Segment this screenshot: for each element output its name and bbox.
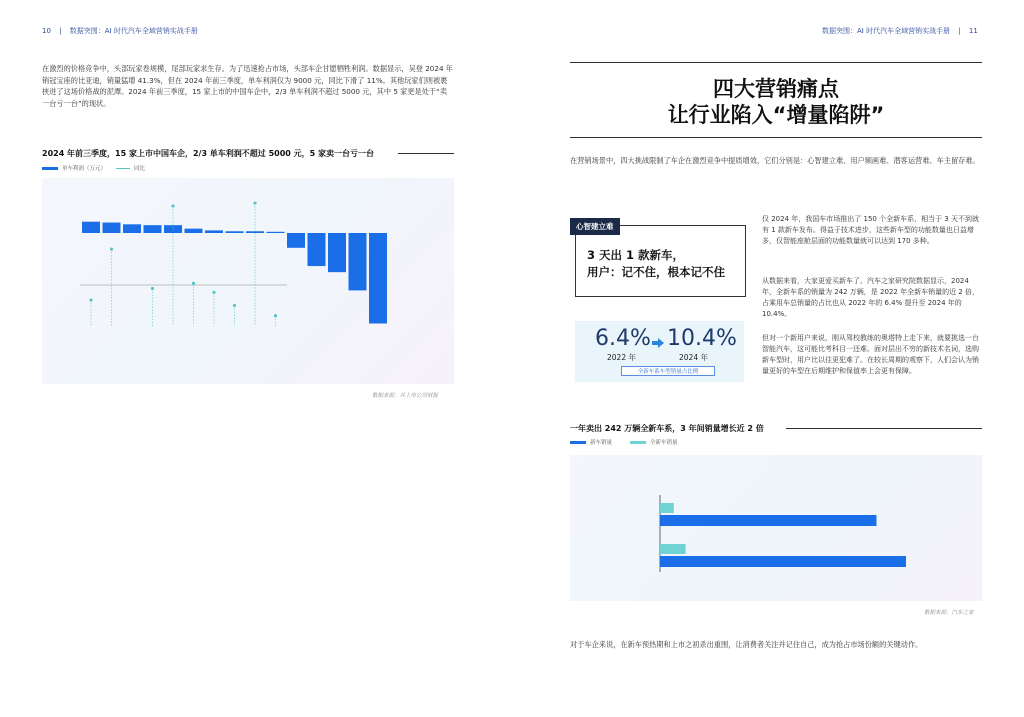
left-page-number: 10 <box>42 27 51 35</box>
left-intro-paragraph: 在激烈的价格竞争中，头部玩家卷规模，尾部玩家求生存。为了迅速抢占市场，头部车企甘愿牺牲利润。数据显示，吴登 2024 年销冠宝座的比亚迪，销量猛增 41.3%，但在 2024 年前三季度，单车利润仅为 9000 元，同比下滑了 11%。其他玩家们则被裹挟进了这场价格战的泥潭。2024 年前三季度，15 家上市的中国车企中，2/3 单车利润不超过 5000 元，其中 5 家更是处于“卖一台亏一台”的现状。 <box>42 64 453 108</box>
legend-line-label: 同比 <box>134 166 146 172</box>
profit-bar <box>103 223 121 233</box>
profit-bar <box>349 233 367 290</box>
legend-bar-label: 单车利润（万元） <box>62 166 107 172</box>
pain-line-1: 3 天出 1 款新车， <box>587 248 685 262</box>
right-body-1: 仅 2024 年，我国车市场推出了 150 个全新车系，相当于 3 天不到就有 1 款新车发布。得益于技术进步，这些新车型的功能数量也日益增多，仅智能座舱层面的功能数量就可以达到 170 多种。 <box>762 215 979 245</box>
right-header-title: 数据突围：AI 时代汽车全域营销实战手册 <box>822 27 951 35</box>
right-page-number: 11 <box>968 27 978 35</box>
profit-bar <box>185 229 203 233</box>
yoy-point <box>110 248 113 251</box>
right-footer: 对于车企来说，在新车预热期和上市之初杀出重围，让消费者关注并记住自己，成为抢占市场份额的关键动作。 <box>570 640 923 649</box>
yoy-point <box>171 204 174 207</box>
profit-bar <box>226 231 244 233</box>
left-chart-legend <box>42 164 145 172</box>
legend-brandnew-swatch <box>630 441 646 444</box>
title-line-1: 四大营销痛点 <box>713 77 839 101</box>
brandnew-sales-bar <box>660 544 686 554</box>
yoy-point <box>151 287 154 290</box>
legend-new-label: 新车销量 <box>590 440 613 446</box>
yoy-point <box>212 291 215 294</box>
brandnew-sales-bar <box>660 503 674 513</box>
new-car-chart <box>570 455 982 601</box>
legend-bar-swatch <box>42 167 58 170</box>
right-chart-title: 一年卖出 242 万辆全新车系，3 年间销量增长近 2 倍 <box>570 424 764 433</box>
right-title-rule <box>570 137 982 138</box>
pain-line-2: 用户：记不住，根本记不住 <box>587 265 725 279</box>
stat-card <box>575 321 744 382</box>
profit-chart <box>42 178 454 384</box>
profit-bar <box>287 233 305 248</box>
stat-from: 6.4% <box>595 326 651 351</box>
right-chart-panel <box>570 455 982 601</box>
profit-bar <box>144 225 162 233</box>
right-page-header: 数据突围：AI 时代汽车全域营销实战手册 | 11 <box>822 27 978 35</box>
right-main-title <box>570 76 982 128</box>
left-chart-panel <box>42 178 454 384</box>
right-intro: 在营销场景中，四大挑战限制了车企在激烈竞争中提质增效，它们分别是：心智建立难、用户频画难、潜客运营难、车主留存难。 <box>570 156 980 165</box>
arrow-right-icon <box>652 333 662 341</box>
right-chart-legend <box>570 438 678 446</box>
left-page-header: 10 | 数据突围：AI 时代汽车全域营销实战手册 <box>42 27 198 35</box>
new-sales-bar <box>660 515 876 526</box>
legend-brandnew-label: 全新车销量 <box>650 440 678 446</box>
left-chart-title: 2024 年前三季度，15 家上市中国车企，2/3 单车利润不超过 5000 元，5 家卖一台亏一台 <box>42 149 374 158</box>
right-chart-rule <box>786 428 982 429</box>
yoy-point <box>192 282 195 285</box>
right-body-2: 从数据来看，大家更爱买新车了。汽车之家研究院数据显示，2024 年，全新车系的销量为 242 万辆，是 2022 年全新车销量的近 2 倍，占乘用车总销量的占比也从 2022 年的 6.4% 提升至 2024 年的 10.4%。 <box>762 277 979 318</box>
stat-year-from: 2022 年 <box>607 353 636 362</box>
stat-year-to: 2024 年 <box>679 353 708 362</box>
yoy-point <box>89 298 92 301</box>
profit-bar <box>123 224 141 233</box>
left-source: 数据来源：共上市公司财报 <box>372 393 439 399</box>
title-line-2: 让行业陷入“增量陷阱” <box>667 103 885 127</box>
legend-line-swatch <box>116 168 130 169</box>
profit-bar <box>308 233 326 266</box>
legend-new-swatch <box>570 441 586 444</box>
profit-bar <box>328 233 346 272</box>
stat-label: 全新车系车型销量占比例 <box>621 366 715 376</box>
new-sales-bar <box>660 556 906 567</box>
pain-tag: 心智建立难 <box>570 218 620 235</box>
pain-headline <box>587 247 747 281</box>
right-body-3: 但对一个新用户来说，刚从驾校教练的奥塔特上走下来，就要挑选一台智能汽车，这可能比考科目一还难。面对层出不穷的新技术名词，选购新车型时，用户比以往更犯难了。在较长周期的观察下，人们会认为销量更好的车型在后期维护和保值率上会更有保障。 <box>762 334 979 375</box>
yoy-point <box>233 304 236 307</box>
yoy-point <box>253 201 256 204</box>
yoy-point <box>274 314 277 317</box>
profit-bar <box>267 232 285 233</box>
profit-bar <box>369 233 387 323</box>
stat-to: 10.4% <box>667 326 737 351</box>
profit-bar <box>164 225 182 233</box>
left-header-title: 数据突围：AI 时代汽车全域营销实战手册 <box>69 27 198 35</box>
profit-bar <box>82 222 100 233</box>
title-rule <box>398 153 454 154</box>
right-top-rule <box>570 62 982 63</box>
right-source: 数据来源：汽车之家 <box>924 610 974 616</box>
profit-bar <box>205 230 223 233</box>
